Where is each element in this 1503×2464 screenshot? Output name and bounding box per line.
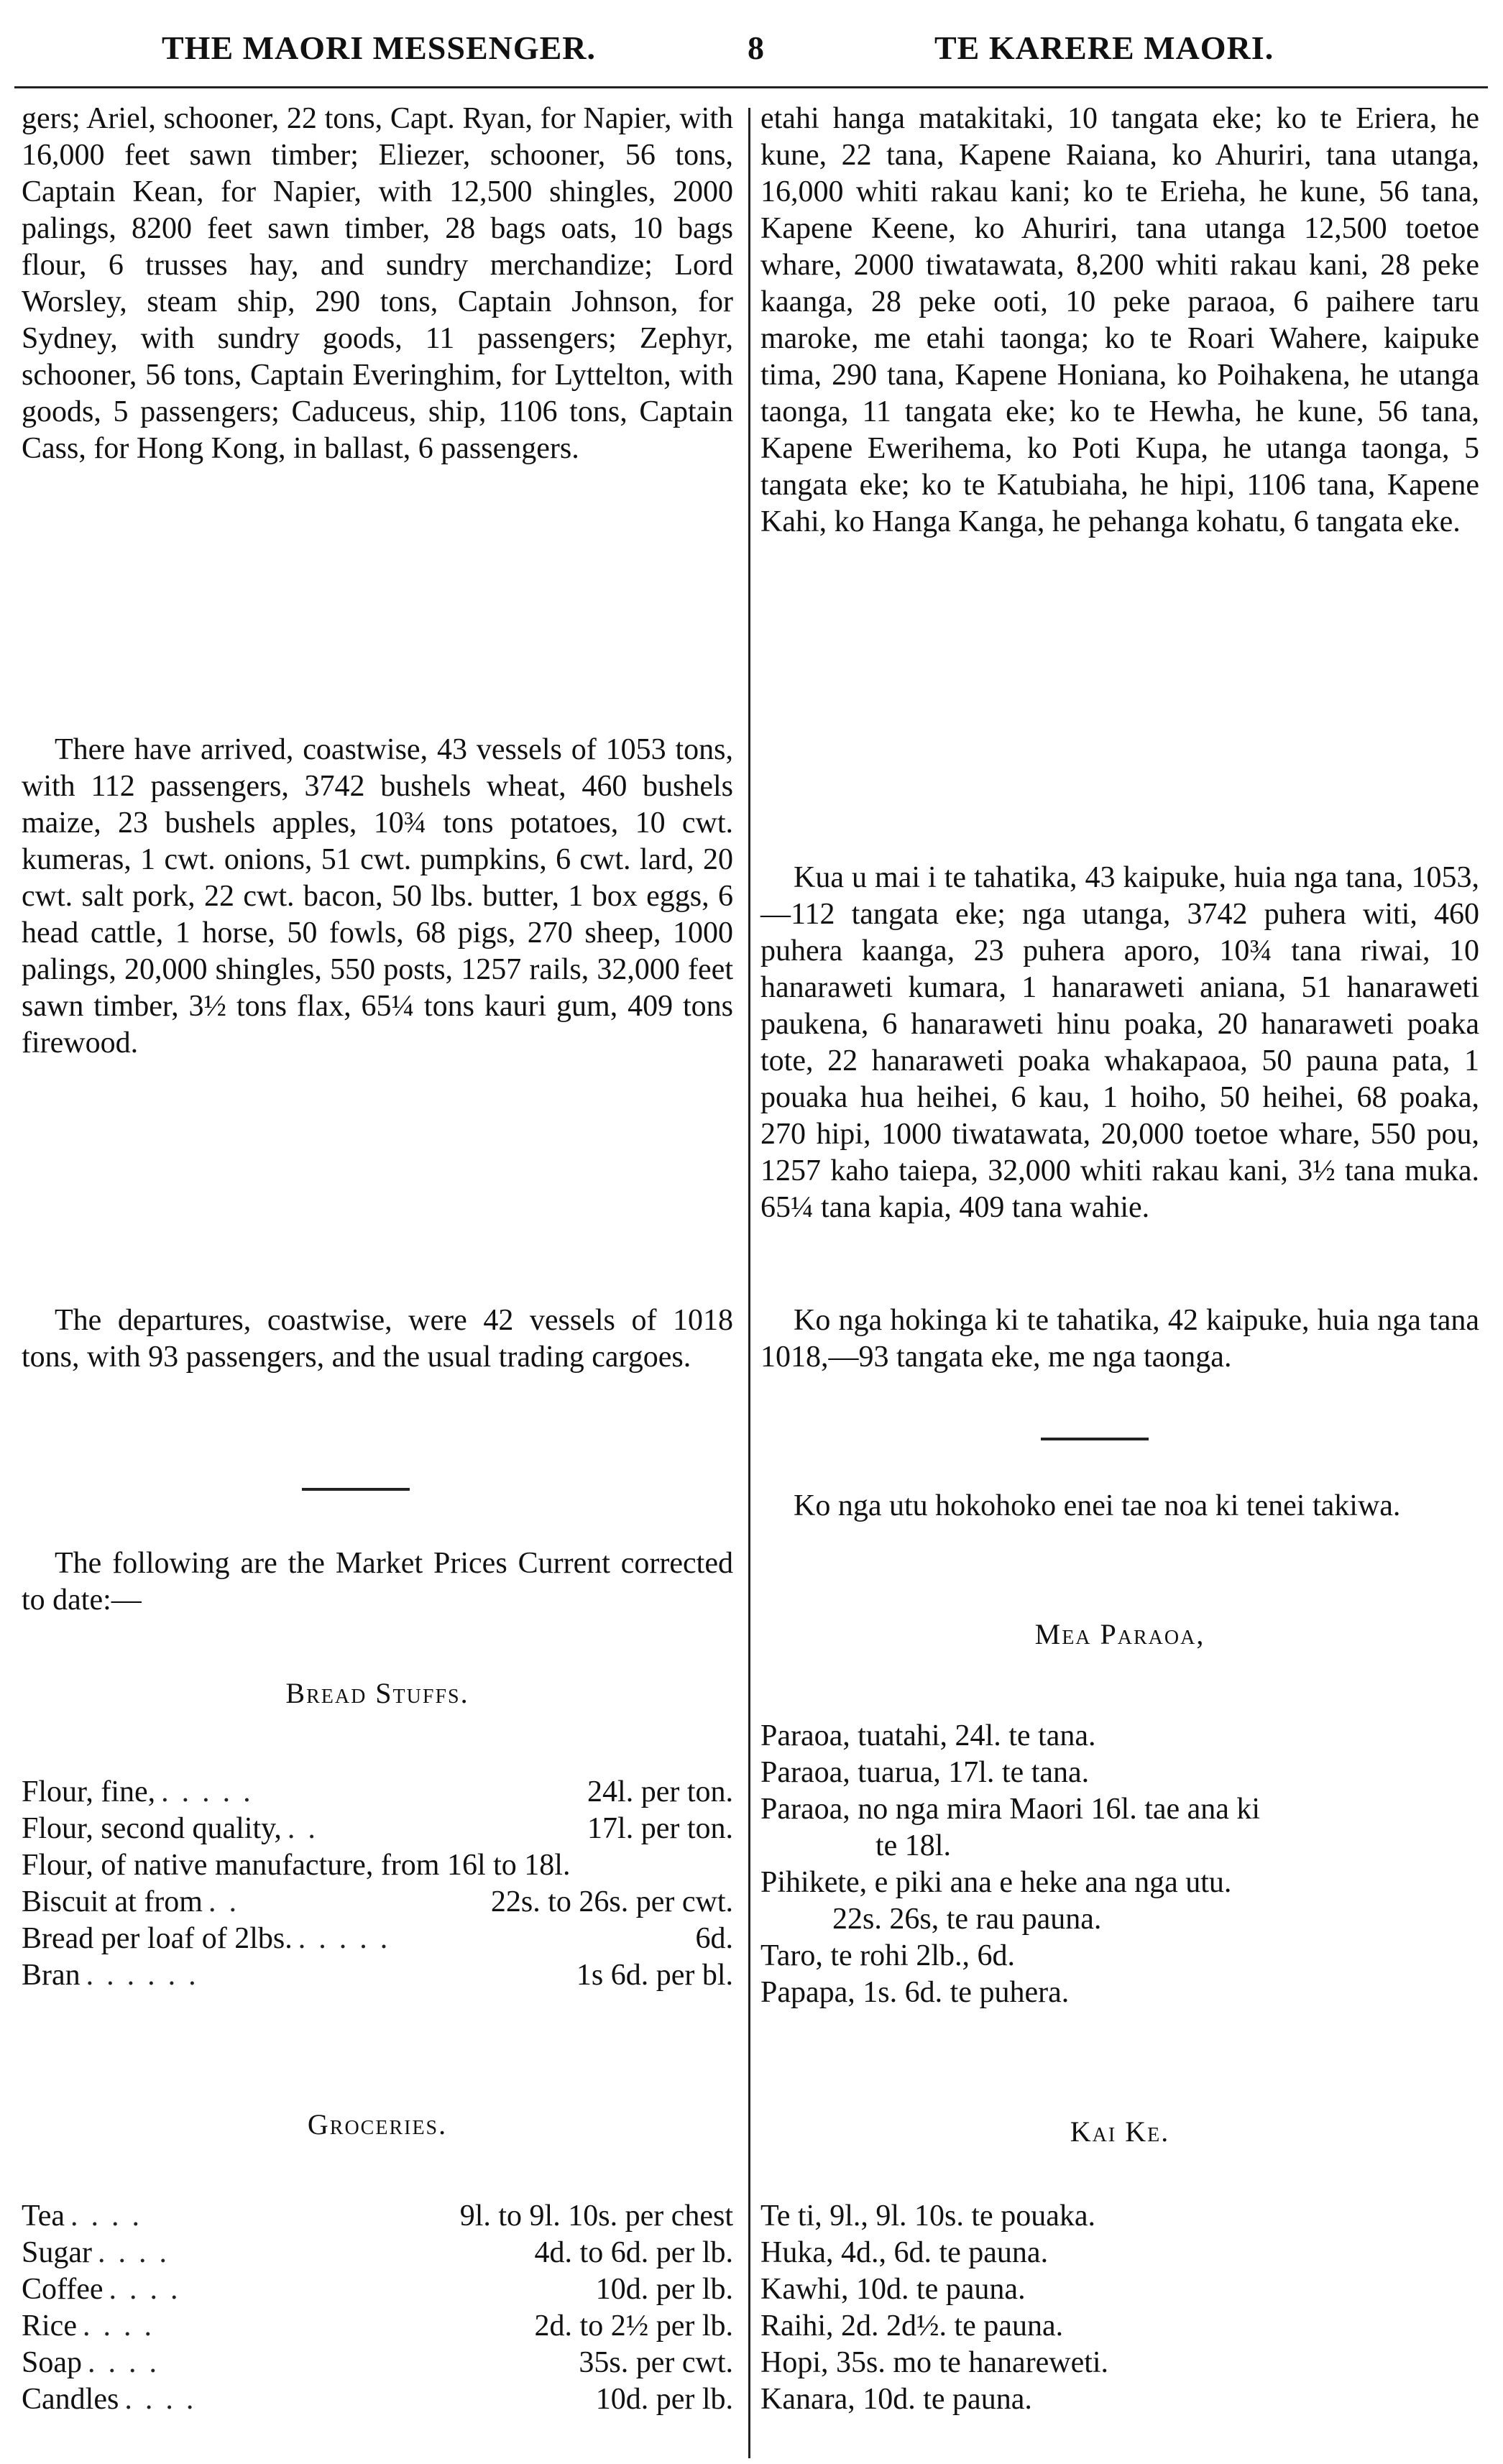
section-rule	[302, 1488, 410, 1491]
groceries-price-list	[22, 2198, 733, 2418]
price-line: te 18l.	[875, 1829, 951, 1862]
page-header	[0, 0, 1503, 83]
departures-paragraph-maori: Ko nga hokinga ki te tahatika, 42 kaipuke, huia nga tana 1018,—93 tangata eke, me nga taonga.	[760, 1304, 1479, 1374]
price-line: Hopi, 35s. mo te hanareweti.	[760, 2346, 1109, 2379]
price-line: 22s. 26s, te rau pauna.	[832, 1903, 1102, 1936]
bread-price-list	[22, 1774, 733, 1994]
price-row: Flour, fine, ..... 24l. per ton.	[22, 1775, 733, 1808]
price-row: Soap .... 35s. per cwt.	[22, 2346, 733, 2379]
price-row: Rice .... 2d. to 2½ per lb.	[22, 2309, 733, 2343]
shipping-paragraph: gers; Ariel, schooner, 22 tons, Capt. Ryan, for Napier, with 16,000 feet sawn timber; Eliezer, schooner, 56 tons, Captain Kean, for Napier, with 12,500 shingles, 2000 palings, 8200 feet sawn timber, 28 bags oats, 10 bags flour, 6 trusses hay, and sundry merchandize; Lord Worsley, steam ship, 290 tons, Captain Johnson, for Sydney, with sundry goods, 11 passengers; Zephyr, schooner, 56 tons, Captain Everinghim, for Lyttelton, with goods, 5 passengers; Caduceus, ship, 1106 tons, Captain Cass, for Hong Kong, in ballast, 6 passengers.	[22, 102, 733, 465]
price-row: Biscuit at from .. 22s. to 26s. per cwt.	[22, 1885, 733, 1918]
header-rule	[14, 86, 1488, 88]
price-line: Raihi, 2d. 2d½. te pauna.	[760, 2309, 1064, 2343]
groceries-heading: Groceries.	[307, 2108, 448, 2141]
column-divider	[748, 108, 750, 2458]
price-line: Te ti, 9l., 9l. 10s. te pouaka.	[760, 2199, 1095, 2233]
bread-price-list-maori	[760, 1718, 1479, 2011]
arrivals-paragraph: There have arrived, coastwise, 43 vessels of 1053 tons, with 112 passengers, 3742 bushels wheat, 460 bushels maize, 23 bushels apples, 10¾ tons potatoes, 10 cwt. kumeras, 1 cwt. onions, 51 cwt. pumpkins, 6 cwt. lard, 20 cwt. salt pork, 22 cwt. bacon, 50 lbs. butter, 1 box eggs, 6 head cattle, 1 horse, 50 fowls, 68 pigs, 270 sheep, 1000 palings, 20,000 shingles, 550 posts, 1257 rails, 32,000 feet sawn timber, 3½ tons flax, 65¼ tons kauri gum, 409 tons firewood.	[22, 733, 733, 1059]
market-intro: The following are the Market Prices Current corrected to date:—	[22, 1547, 733, 1617]
price-row: Sugar .... 4d. to 6d. per lb.	[22, 2236, 733, 2269]
price-row: Candles .... 10d. per lb.	[22, 2383, 733, 2416]
price-line: Pihikete, e piki ana e heke ana nga utu.	[760, 1866, 1232, 1899]
departures-paragraph: The departures, coastwise, were 42 vessels of 1018 tons, with 93 passengers, and the usual trading cargoes.	[22, 1304, 733, 1374]
mea-paraoa-heading: Mea Paraoa,	[1034, 1618, 1205, 1650]
kai-ke-heading: Kai Ke.	[1070, 2115, 1170, 2148]
right-title: TE KARERE MAORI.	[934, 29, 1274, 66]
price-line: Kawhi, 10d. te pauna.	[760, 2273, 1026, 2306]
market-intro-maori: Ko nga utu hokohoko enei tae noa ki tenei takiwa.	[794, 1489, 1401, 1522]
left-title: THE MAORI MESSENGER.	[162, 29, 597, 66]
price-line: Paraoa, tuatahi, 24l. te tana.	[760, 1719, 1096, 1752]
maori-column	[760, 101, 1479, 2458]
price-line: Taro, te rohi 2lb., 6d.	[760, 1939, 1015, 1972]
price-line: Paraoa, no nga mira Maori 16l. tae ana ki	[760, 1793, 1261, 1826]
price-row: Bran ...... 1s 6d. per bl.	[22, 1959, 733, 1992]
arrivals-paragraph-maori: Kua u mai i te tahatika, 43 kaipuke, huia nga tana, 1053,—112 tangata eke; nga utanga, 3742 puhera witi, 460 puhera kaanga, 23 puhera aporo, 10¾ tana riwai, 10 hanaraweti kumara, 1 hanaraweti aniana, 51 hanaraweti paukena, 6 hanaraweti hinu poaka, 20 hanaraweti poaka tote, 22 hanaraweti poaka whakapaoa, 50 pauna pata, 1 pouaka hua heihei, 6 kau, 1 hoiho, 50 heihei, 68 poaka, 270 hipi, 1000 tiwatawata, 20,000 toetoe whare, 550 pou, 1257 kaho taiepa, 32,000 whiti rakau kani, 3½ tana muka. 65¼ tana kapia, 409 tana wahie.	[760, 861, 1479, 1224]
bread-stuffs-heading: Bread Stuffs.	[285, 1677, 469, 1709]
price-row: Coffee .... 10d. per lb.	[22, 2273, 733, 2306]
english-column	[22, 101, 733, 2458]
section-rule	[1041, 1438, 1149, 1440]
page-number: 8	[748, 29, 764, 66]
groceries-price-list-maori	[760, 2198, 1479, 2418]
price-line: Huka, 4d., 6d. te pauna.	[760, 2236, 1049, 2269]
shipping-paragraph-maori: etahi hanga matakitaki, 10 tangata eke; ko te Eriera, he kune, 22 tana, Kapene Raiana, ko Ahuriri, tana utanga, 16,000 whiti rakau kani; ko te Erieha, he kune, 56 tana, Kapene Keene, ko Ahuriri, tana utanga 12,500 toetoe whare, 2000 tiwatawata, 8,200 whiti rakau kani, 28 peke kaanga, 28 peke ooti, 10 peke paraoa, 6 paihere taru maroke, me etahi taonga; ko te Roari Wahere, kaipuke tima, 290 tana, Kapene Honiana, ko Poihakena, he utanga taonga, 11 tangata eke; ko te Hewha, he kune, 56 tana, Kapene Ewerihema, ko Poti Kupa, he utanga taonga, 5 tangata eke; ko te Katubiaha, he hipi, 1106 tana, Kapene Kahi, ko Hanga Kanga, he pehanga kohatu, 6 tangata eke.	[760, 102, 1479, 538]
price-row: Flour, of native manufacture, from 16l to 18l.	[22, 1849, 571, 1882]
price-line: Paraoa, tuarua, 17l. te tana.	[760, 1756, 1090, 1789]
price-row: Tea .... 9l. to 9l. 10s. per chest	[22, 2199, 733, 2233]
price-line: Papapa, 1s. 6d. te puhera.	[760, 1976, 1070, 2009]
price-row: Flour, second quality, .. 17l. per ton.	[22, 1812, 733, 1845]
price-row: Bread per loaf of 2lbs. ..... 6d.	[22, 1922, 733, 1955]
price-line: Kanara, 10d. te pauna.	[760, 2383, 1032, 2416]
